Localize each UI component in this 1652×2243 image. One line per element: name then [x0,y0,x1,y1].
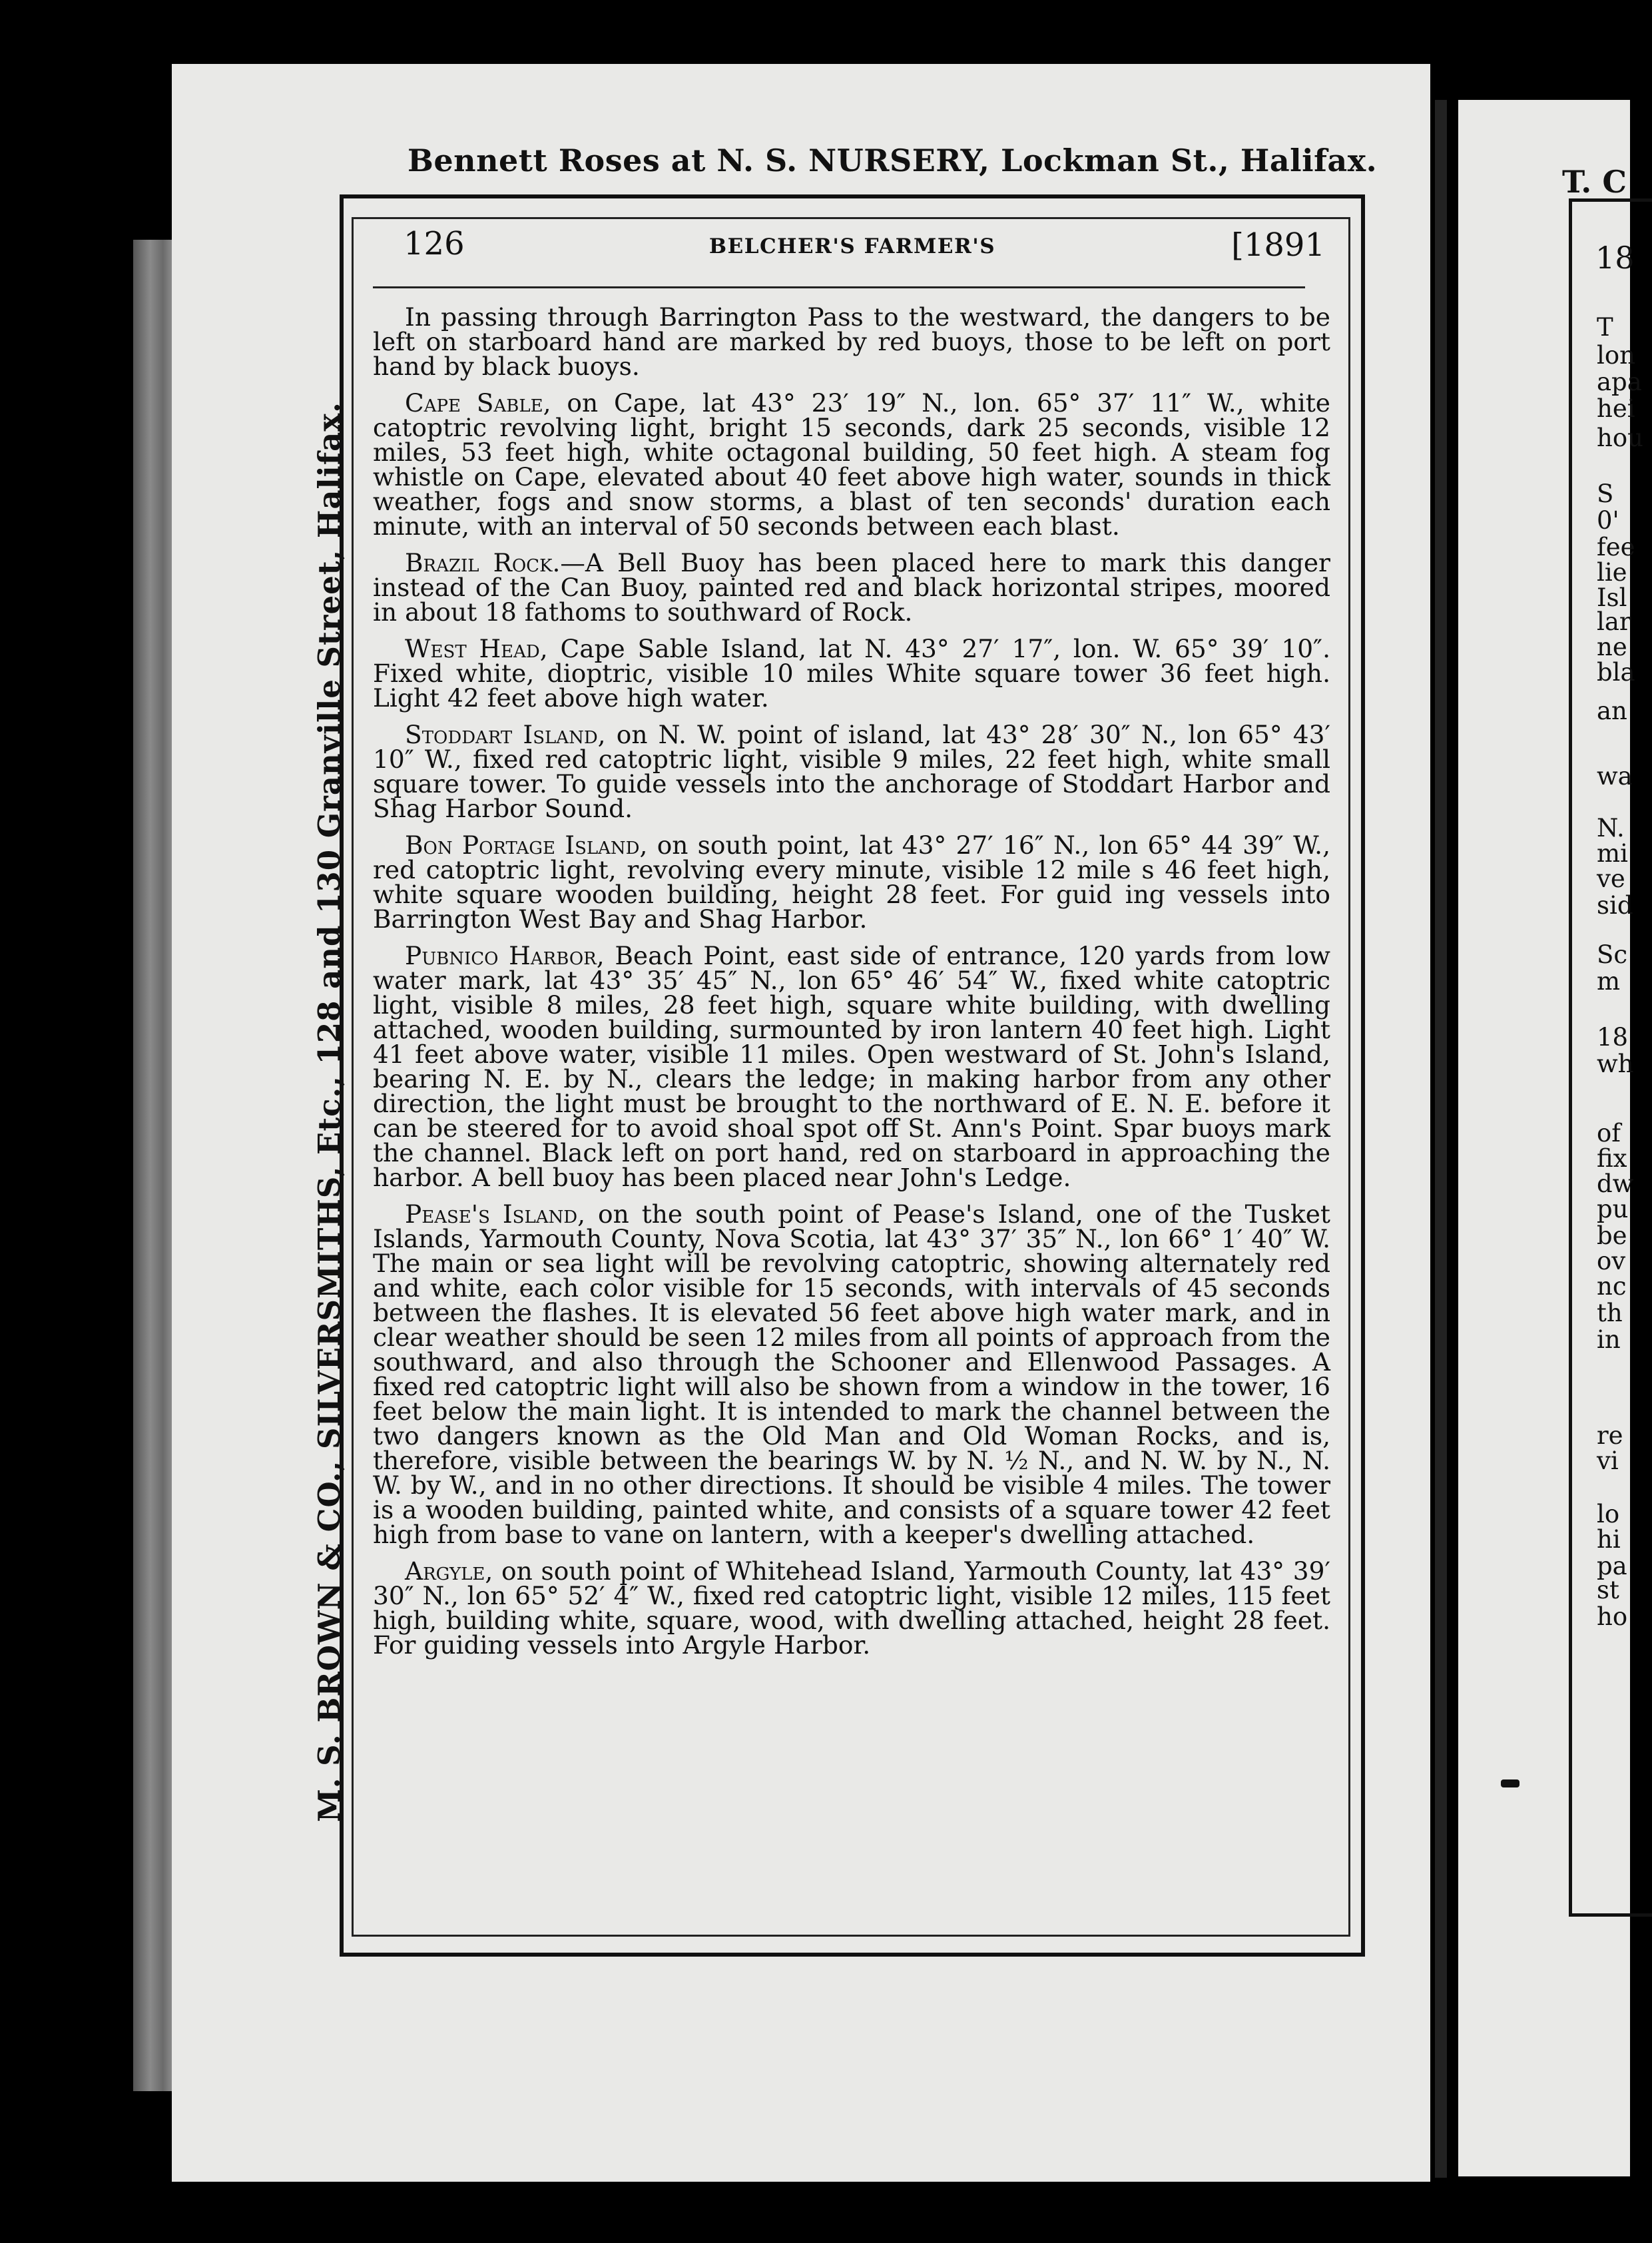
paragraph-title: West Head, [405,634,548,663]
paragraph-text: —A Bell Buoy has been placed here to mark this danger instead of the Can Buoy, painted red and black horizontal stripes, moored in about 18 fathoms to southward of Rock. [373,548,1330,627]
right-page-fragment: an [1597,697,1627,725]
paragraph-title: Stoddart Island, [405,720,606,749]
right-page-fragment: mi [1597,839,1628,868]
right-page-header: T. C [1562,164,1627,200]
paragraph [373,720,1330,823]
right-page-fragment: hei [1597,394,1635,423]
right-page-number: 18 [1595,240,1635,276]
header-advertisement: Bennett Roses at N. S. NURSERY, Lockman St., Halifax. [408,143,1378,178]
right-page-fragment: sid [1597,891,1633,920]
right-page-fragment: S [1597,480,1614,508]
paragraph [373,548,1330,627]
right-page-fragment: pu [1597,1195,1629,1223]
paragraph-text: on Cape, lat 43° 23′ 19″ N., lon. 65° 37′ 11″ W., white catoptric revolving light, bright 15 seconds, dark 25 seconds, visible 12 miles, 53 feet high, white octagonal building, 50 feet high. A steam fog whistle on Cape, elevated about 40 feet above high water, sounds in thick weather, fogs and snow storms, a blast of ten seconds' duration each minute, with an interval of 50 seconds between each blast. [373,388,1331,541]
right-page-fragment: wh [1597,1050,1634,1078]
book-gutter [1435,100,1447,2178]
right-page-fragment: ho [1597,1602,1628,1631]
right-page-fragment: Sc [1597,940,1628,969]
right-page-fragment: nc [1597,1272,1627,1301]
right-page-fragment: of [1597,1119,1621,1147]
right-page-fragment: N. [1597,814,1625,842]
paragraph-text: on N. W. point of island, lat 43° 28′ 30″ N., lon 65° 43′ 10″ W., fixed red catoptric light, visible 9 miles, 22 feet high, white small square tower. To guide vessels into the anchorage of Stoddart Harbor and Shag Harbor Sound. [373,720,1330,823]
paragraph [373,388,1331,541]
right-page-fragment: 0' [1597,506,1619,535]
right-page-fragment: lie [1597,558,1627,587]
right-page-fragment: st [1597,1576,1619,1604]
paragraph-title: Argyle, [405,1556,493,1586]
paragraph [373,634,1330,713]
right-page-fragment: th [1597,1299,1623,1327]
right-page-fragment: be [1597,1221,1627,1250]
paragraph-text: In passing through Barrington Pass to the westward, the dangers to be left on starboard hand are marked by red buoys, those to be left on port hand by black buoys. [373,302,1330,381]
right-page-fragment: 18 [1597,1023,1629,1052]
paragraph-text: on south point, lat 43° 27′ 16″ N., lon 65° 44 39″ W., red catoptric light, revolving every minute, visible 12 mile s 46 feet high, white square wooden building, height 28 feet. For guid ing vessels into Barrington West Bay and Shag Harbor. [373,830,1330,934]
right-page-fragment: lo [1597,1500,1620,1528]
running-head [373,225,1332,278]
paragraph-title: Pubnico Harbor, [405,941,605,970]
paragraph [373,1556,1330,1660]
paragraph [373,830,1330,934]
side-advertisement: M. S. BROWN & CO., SILVERSMITHS, Etc., 128 and 130 Granville Street, Halifax. [312,402,347,1822]
right-page-fragment: T [1597,313,1613,342]
right-page-fragment: ve [1597,864,1625,893]
paragraph-text: on the south point of Pease's Island, one of the Tusket Islands, Yarmouth County, Nova Scotia, lat 43° 37′ 35″ N., lon 66° 1′ 40″ W. The main or sea light will be revolving catoptric, showing alternately red and white, each color visible for 15 seconds, with intervals of 45 seconds between the flashes. It is elevated 56 feet above high water mark, and in clear weather should be seen 12 miles from all points of approach from the southward, and also through the Schooner and Ellenwood Passages. A fixed red catoptric light will also be shown from a window in the tower, 16 feet below the main light. It is intended to mark the channel between the two dangers known as the Old Man and Old Woman Rocks, and is, therefore, visible between the bearings W. by N. ½ N., and N. W. by N., N. W. by W., and in no other directions. It should be visible 4 miles. The tower is a wooden building, painted white, and consists of a square tower 42 feet high from base to vane on lantern, with a keeper's dwelling attached. [373,1199,1330,1549]
paragraph-text: on south point of Whitehead Island, Yarmouth County, lat 43° 39′ 30″ N., lon 65° 52′ 4″ W., fixed red catoptric light, visible 12 miles, 115 feet high, building white, square, wood, with dwelling attached, height 28 feet. For guiding vessels into Argyle Harbor. [373,1556,1330,1660]
right-page-fragment: bla [1597,658,1635,687]
book-page-edge [133,240,176,2091]
right-page-fragment: Isl [1597,583,1627,612]
right-page-fragment: lar [1597,607,1631,636]
page-body [373,302,1331,1670]
paragraph [373,941,1330,1192]
paragraph-title: Pease's Island, [405,1199,586,1229]
page-year: [1891 [1231,226,1325,264]
paragraph [373,1199,1330,1549]
right-page-fragment: re [1597,1421,1623,1450]
right-page-fragment: m [1597,967,1621,996]
right-page-fragment: apa [1597,368,1642,396]
paragraph-text: Beach Point, east side of entrance, 120 yards from low water mark, lat 43° 35′ 45″ N., lon 65° 46′ 54″ W., fixed white catoptric light, visible 8 miles, 28 feet high, square white building, with dwelling attached, wooden building, surmounted by iron lantern 40 feet high. Light 41 feet above water, visible 11 miles. Open westward of St. John's Island, bearing N. E. by N., clears the ledge; in making harbor from any other direction, the light must be brought to the northward of E. N. E. before it can be steered for to avoid shoal spot off St. Ann's Point. Spar buoys mark the channel. Black left on port hand, red on starboard in approaching the harbor. A bell buoy has been placed near John's Ledge. [373,941,1330,1192]
running-title: BELCHER'S FARMER'S [708,234,996,258]
right-page-fragment: hi [1597,1525,1621,1554]
right-page-fragment: hou [1597,424,1643,452]
right-page-fragment: fix [1597,1144,1627,1173]
right-page-fragment: ov [1597,1247,1626,1275]
paragraph [373,302,1330,381]
paragraph-title: Brazil Rock. [405,548,561,577]
right-page-fragment: vi [1597,1446,1619,1475]
ink-mark [1501,1779,1519,1787]
paragraph-text: Cape Sable Island, lat N. 43° 27′ 17″, lon. W. 65° 39′ 10″. Fixed white, dioptric, visible 10 miles White square tower 36 feet high. Light 42 feet above high water. [373,634,1330,713]
page-number: 126 [404,225,465,262]
right-page-fragment: pa [1597,1552,1627,1580]
paragraph-title: Cape Sable, [405,388,551,418]
paragraph-title: Bon Portage Island, [405,830,648,860]
right-page-fragment: dw [1597,1169,1634,1198]
right-page-fragment: wa [1597,762,1633,791]
right-page-fragment: lon [1597,341,1635,370]
right-page-fragment: fee [1597,533,1635,561]
header-rule [373,286,1305,288]
right-page-fragment: in [1597,1325,1621,1354]
right-page-fragment: ne [1597,633,1627,661]
